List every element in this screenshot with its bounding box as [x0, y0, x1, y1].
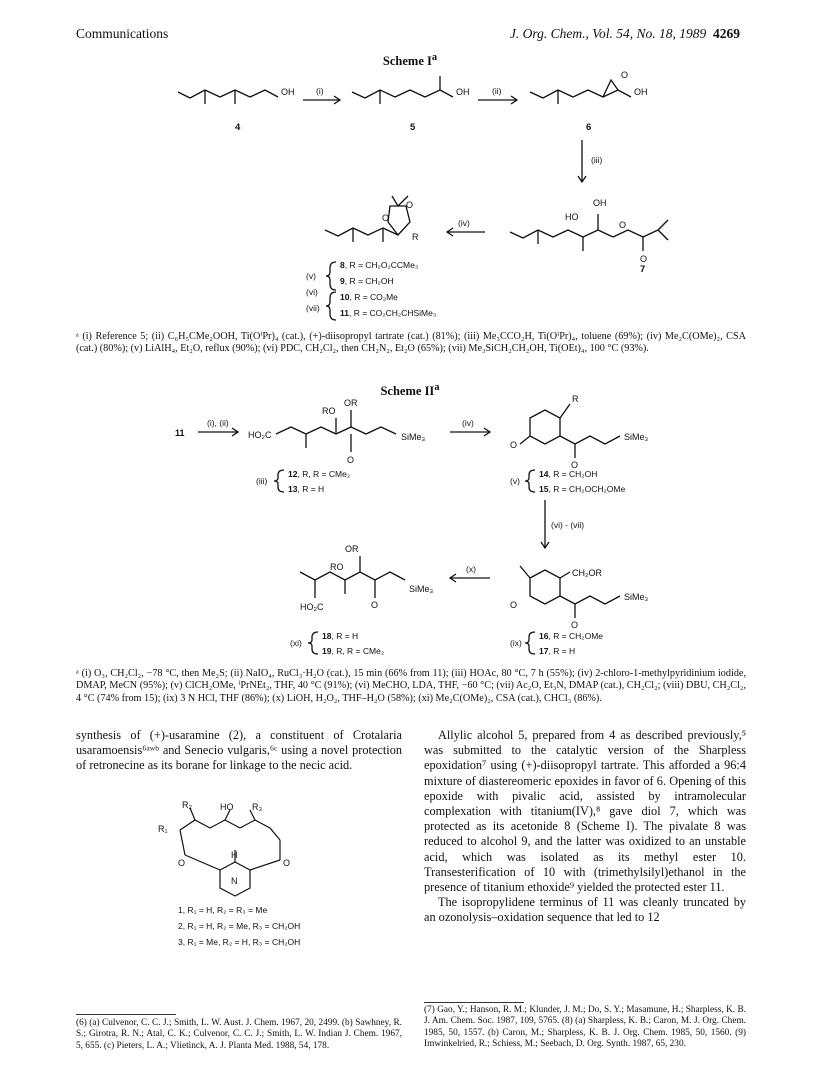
r3-label: R₃: [252, 802, 263, 812]
ho-label-7: HO: [565, 212, 579, 222]
compound-number-7: 7: [640, 264, 646, 275]
compound-5-chain: [352, 90, 453, 98]
r-list-text-14: , R = CH₂OH: [548, 469, 598, 479]
svg-text:11, R = CO₂CH₂CHSiMe₃: [340, 308, 436, 318]
r-list-number-15: 15: [539, 484, 549, 494]
compound-list: [178, 902, 300, 950]
page-number: 4269: [713, 26, 740, 41]
r-list-text-9: , R = CH₂OH: [344, 276, 394, 286]
ho-label-usaramine: HO: [220, 802, 234, 812]
compound-2: 2, R₁ = H, R₂ = Me, R₃ = CH₂OH: [178, 921, 301, 931]
compound-1: 1, R₁ = H, R₂ = R₃ = Me: [178, 905, 268, 915]
compound-number-6: 6: [586, 122, 592, 133]
ch2or-label-16: CH₂OR: [572, 568, 602, 578]
compound-18-backbone: [300, 572, 405, 580]
r-list-text-10: , R = CO₂Me: [349, 292, 398, 302]
svg-text:8, R = CH₂O₂CCMe₃: [340, 260, 418, 270]
r-list-text-18: , R = H: [331, 631, 359, 641]
step-label-iii-s2: (iii): [256, 476, 268, 486]
scheme-2-footnote: ᵃ (i) O₃, CH₂Cl₂, −78 °C, then Me₂S; (ii) NaIO₄, RuCl₃·H₂O (cat.), 15 min (66% from 11); (iii) HOAc, 80 °C, 7 h (55%); (iv) 2-chloro-1-methylpyridinium iodide, DMAP, MeCN (95%); (v) ClCH₂OMe, ⁱPrNEt₂, THF, 40 °C (91%); (vi) MeCHO, LDA, THF, −60 °C; (vii) Ac₂O, Et₃N, DMAP (cat.), CH₂Cl₂; (viii) DBU, CH₂Cl₂, 4 °C (74% from 15); (ix) 3 N HCl, THF (86%); (x) LiOH, H₂O₂, THF–H₂O (58%); (xi) Me₂C(OMe)₂, CSA (cat.), CHCl₃ (86%).: [76, 668, 746, 704]
r-list-text-8: , R = CH₂O₂CCMe₃: [344, 260, 419, 270]
compound-number-5: 5: [410, 122, 416, 133]
running-header-left: Communications: [76, 26, 169, 41]
compound-4-chain: [178, 90, 278, 98]
r-list-number-10: 10: [340, 292, 350, 302]
step-label-v-s2: (v): [510, 476, 520, 486]
right-column: [424, 728, 746, 926]
r-list-text-11: , R = CO₂CH₂CHSiMe₃: [349, 308, 437, 318]
compound-8-chain: [325, 228, 398, 236]
ro-label-18: RO: [330, 562, 344, 572]
r-list-text-15: , R = CH₂OCH₂OMe: [548, 484, 626, 494]
r-list-number-11: 11: [340, 308, 349, 318]
ho2c-label-12: HO₂C: [248, 430, 272, 440]
step-label-vi: (vi): [306, 287, 318, 297]
r-label-14: R: [572, 395, 579, 404]
svg-text:17, R = H: [539, 646, 575, 656]
ro-label-12: RO: [322, 406, 336, 416]
r-list-text-16: , R = CH₂OMe: [548, 631, 604, 641]
r-list-text-12: , R, R = CMe₂: [297, 469, 351, 479]
o-label-left: O: [178, 858, 186, 868]
svg-text:15, R = CH₂OCH₂OMe: [539, 484, 625, 494]
right-footnote-rule: [424, 1002, 524, 1003]
svg-text:16, R = CH₂OMe: [539, 631, 603, 641]
svg-text:13, R = H: [288, 484, 324, 494]
epoxide-ring: [603, 80, 618, 97]
o-label-16b: O: [571, 620, 579, 630]
o-label-8b: O: [406, 200, 414, 210]
left-references: (6) (a) Culvenor, C. C. J.; Smith, L. W. Aust. J. Chem. 1967, 20, 2499. (b) Sawhney, R. S.; Girotra, R. N.; Atal, C. K.; Culvenor, C. C. J.; Smith, L. W. Indian J. Chem. 1967, 5, 655. (c) Pieters, L. A.; Vlietinck, A. J. Planta Med. 1988, 54, 178.: [76, 1018, 402, 1051]
oh-label-6: OH: [634, 87, 648, 97]
scheme-2-drawing: [0, 395, 820, 665]
svg-text:10, R = CO₂Me: [340, 292, 398, 302]
o-label-7a: O: [619, 220, 627, 230]
scheme-1-drawing: [0, 60, 820, 340]
o-label-7b: O: [640, 254, 648, 264]
left-column-text: synthesis of (+)-usaramine (2), a constituent of Crotalaria usaramoensis⁶ᵃʷᵇ and Senecio vulgaris,⁶ᶜ using a novel protection of retronecine as its borane for linkage to the necic acid.: [76, 728, 402, 773]
right-column-para-1: Allylic alcohol 5, prepared from 4 as described previously,⁵ was submitted to the catalytic version of the Sharpless epoxidation⁷ using (+)-diisopropyl tartrate. This afforded a 96:4 mixture of diastereomeric epoxides in favor of 6. Opening of this epoxide with pivalic acid, assisted by intramolecular complexation with titanium(IV),⁸ gave diol 7, which was protected as its acetonide 8 (Scheme I). The pivalate 8 was reduced to alcohol 9, and the latter was oxidized to an unstable acid, which was isolated as its methyl ester 10. Transesterification of 10 with (trimethylsilyl)ethanol in the presence of titanium ethoxide⁹ yielded the protected ester 11.: [424, 728, 746, 895]
o-label-14b: O: [571, 460, 579, 470]
r-list-number-12: 12: [288, 469, 298, 479]
reagent-label-i-ii: (i), (ii): [207, 418, 229, 428]
reagent-label-iv-s2: (iv): [462, 418, 474, 428]
r-list-number-18: 18: [322, 631, 332, 641]
or-label-18: OR: [345, 544, 359, 554]
r-list-number-14: 14: [539, 469, 549, 479]
reagent-label-x: (x): [466, 564, 476, 574]
lactone-ring-14: [530, 410, 560, 444]
reagent-label-vi-vii: (vi) - (vii): [551, 520, 585, 530]
r-list-number-13: 13: [288, 484, 298, 494]
r-list-text-19: , R, R = CMe₂: [331, 646, 385, 656]
r1-label: R₁: [158, 824, 168, 834]
journal-citation: J. Org. Chem., Vol. 54, No. 18, 1989: [509, 26, 707, 41]
reagent-label-i: (i): [316, 86, 324, 96]
svg-text:14, R = CH₂OH: [539, 469, 597, 479]
step-label-vii: (vii): [306, 303, 320, 313]
h-label: H: [231, 850, 238, 860]
sime3-label-14: SiMe₃: [624, 432, 649, 442]
scheme-1-r-list: [340, 260, 436, 318]
svg-text:18, R = H: [322, 631, 358, 641]
scheme-1-footnote: ᵃ (i) Reference 5; (ii) C₆H₅CMe₂OOH, Ti(OⁱPr)₄ (cat.), (+)-diisopropyl tartrate (cat.) (81%); (iii) Me₃CCO₂H, Ti(OⁱPr)₄, toluene (69%); (iv) Me₂C(OMe)₂, CSA (cat.) (80%); (v) LiAlH₄, Et₂O, reflux (90%); (vi) PDC, CH₂Cl₂, then CH₂N₂, Et₂O (65%); (vii) Me₃SiCH₂CH₂OH, Ti(OEt)₄, 100 °C (93%).: [76, 331, 746, 355]
ho2c-label-18: HO₂C: [300, 602, 324, 612]
scheme-1-title-text: Scheme I: [382, 54, 432, 69]
sime3-label-12: SiMe₃: [401, 432, 426, 442]
r-list-number-19: 19: [322, 646, 332, 656]
o-label-18: O: [371, 600, 379, 610]
start-compound-number: 11: [175, 428, 185, 438]
usaramine-structure: [140, 800, 360, 900]
reagent-label-iii: (iii): [591, 155, 603, 165]
o-label-12: O: [347, 455, 355, 465]
step-label-ix: (ix): [510, 638, 522, 648]
svg-text:12, R, R = CMe₂: [288, 469, 350, 479]
reagent-label-iv: (iv): [458, 218, 470, 228]
o-label-14a: O: [510, 440, 518, 450]
sime3-label-18: SiMe₃: [409, 584, 434, 594]
scheme-1-title-sup: a: [431, 52, 438, 63]
compound-7-chain: [510, 230, 613, 238]
compound-6-chain: [530, 90, 631, 98]
running-header-right: [510, 26, 740, 42]
right-references: (7) Gao, Y.; Hanson, R. M.; Klunder, J. M.; Do, S. Y.; Masamune, H.; Sharpless, K. B. J. Am. Chem. Soc. 1987, 109, 5765. (8) (a) Sharpless, K. B.; Caron, M. J. Org. Chem. 1985, 50, 1557. (b) Caron, M.; Sharpless, K. B. J. Org. Chem. 1985, 50, 1560. (9) Imwinkelried, R.; Schiess, M.; Seebach, D. Org. Synth. 1987, 65, 230.: [424, 1005, 746, 1049]
r-list-text-17: , R = H: [548, 646, 576, 656]
svg-text:19, R, R = CMe₂: [322, 646, 384, 656]
r2-label: R₂: [182, 800, 192, 810]
lactone-ring-16: [530, 570, 560, 604]
left-footnote-rule: [76, 1014, 176, 1015]
left-column-paragraph: [76, 728, 402, 774]
compound-number-4: 4: [235, 122, 241, 133]
scheme-2-title-sup: a: [434, 382, 440, 393]
compound-3: 3, R₁ = Me, R₂ = H, R₃ = CH₂OH: [178, 937, 301, 947]
step-label-v: (v): [306, 271, 316, 281]
sime3-label-16: SiMe₃: [624, 592, 649, 602]
r-label-8: R: [412, 232, 419, 242]
svg-text:9, R = CH₂OH: [340, 276, 394, 286]
o-label-16a: O: [510, 600, 518, 610]
n-label: N: [231, 876, 238, 886]
o-label-right: O: [283, 858, 291, 868]
oh-label-7: OH: [593, 198, 607, 208]
r-list-text-13: , R = H: [297, 484, 325, 494]
r-list-number-17: 17: [539, 646, 549, 656]
scheme-2-title-text: Scheme II: [380, 384, 435, 399]
dioxolane-ring: [388, 206, 410, 235]
r-list-number-9: 9: [340, 276, 345, 286]
oh-label-5: OH: [456, 87, 470, 97]
step-label-xi: (xi): [290, 638, 302, 648]
oh-label-4: OH: [281, 87, 295, 97]
o-label-6: O: [621, 70, 629, 80]
reagent-label-ii: (ii): [492, 86, 502, 96]
r-list-number-8: 8: [340, 260, 345, 270]
r-list-number-16: 16: [539, 631, 549, 641]
right-column-para-2: The isopropylidene terminus of 11 was cleanly truncated by an ozonolysis–oxidation sequence that led to 12: [424, 895, 746, 925]
or-label-12: OR: [344, 398, 358, 408]
o-label-8a: O: [382, 213, 390, 223]
